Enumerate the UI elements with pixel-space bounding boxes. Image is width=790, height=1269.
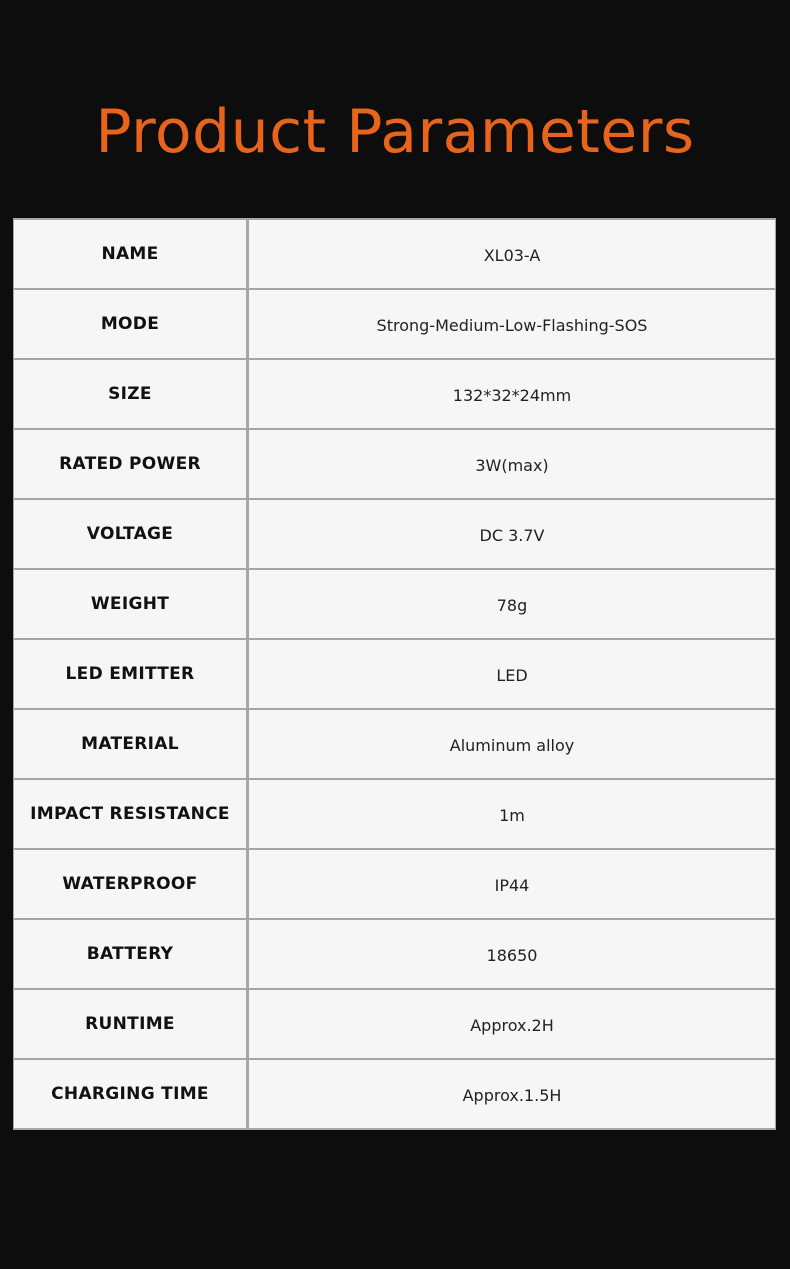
param-label: LED EMITTER (14, 640, 246, 708)
param-value: IP44 (249, 850, 775, 918)
page-title: Product Parameters (95, 97, 695, 167)
param-value: Aluminum alloy (249, 710, 775, 778)
table-row (13, 850, 776, 918)
param-label: VOLTAGE (14, 500, 246, 568)
param-label: MODE (14, 290, 246, 358)
table-row (13, 500, 776, 568)
table-row (13, 710, 776, 778)
param-label: RATED POWER (14, 430, 246, 498)
param-value: Approx.2H (249, 990, 775, 1058)
table-row (13, 990, 776, 1058)
table-row (13, 290, 776, 358)
param-value: 3W(max) (249, 430, 775, 498)
param-label: MATERIAL (14, 710, 246, 778)
param-value: 1m (249, 780, 775, 848)
param-label: SIZE (14, 360, 246, 428)
table-row (13, 570, 776, 638)
param-label: WEIGHT (14, 570, 246, 638)
table-row (13, 640, 776, 708)
param-label: RUNTIME (14, 990, 246, 1058)
table-row (13, 430, 776, 498)
param-value: DC 3.7V (249, 500, 775, 568)
param-value: 78g (249, 570, 775, 638)
param-label: IMPACT RESISTANCE (14, 780, 246, 848)
param-value: 132*32*24mm (249, 360, 775, 428)
param-label: WATERPROOF (14, 850, 246, 918)
param-value: Strong-Medium-Low-Flashing-SOS (249, 290, 775, 358)
table-row (13, 780, 776, 848)
param-value: LED (249, 640, 775, 708)
table-row (13, 1060, 776, 1128)
param-value: XL03-A (249, 220, 775, 288)
param-value: Approx.1.5H (249, 1060, 775, 1128)
table-row (13, 220, 776, 288)
param-label: BATTERY (14, 920, 246, 988)
param-label: CHARGING TIME (14, 1060, 246, 1128)
table-row (13, 920, 776, 988)
param-value: 18650 (249, 920, 775, 988)
parameters-table (13, 218, 776, 1130)
param-label: NAME (14, 220, 246, 288)
table-row (13, 360, 776, 428)
